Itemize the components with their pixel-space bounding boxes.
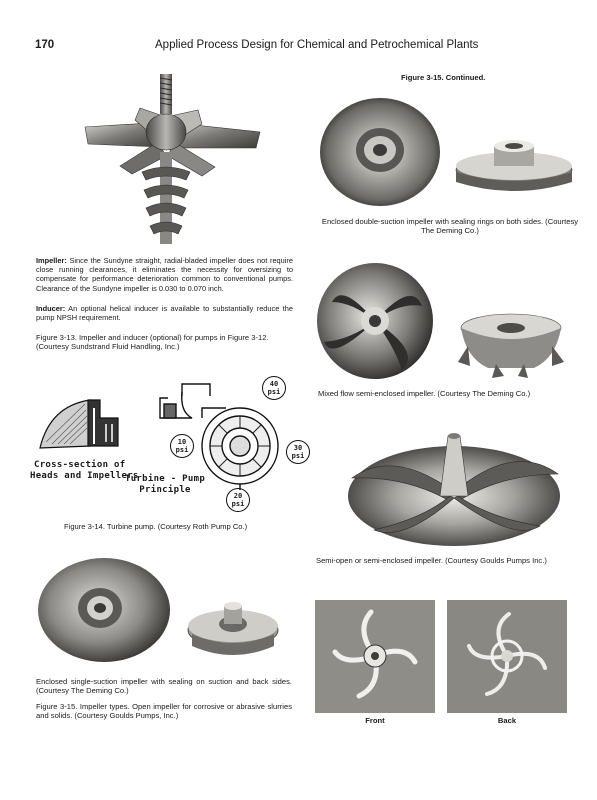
single-suction-impeller-photo <box>34 556 174 664</box>
single-suction-impeller-side-photo <box>184 598 282 670</box>
gauge-30-value: 30 <box>293 444 303 452</box>
gauge-40-unit: psi <box>267 388 281 396</box>
page-number: 170 <box>35 39 55 51</box>
turbine-pump-principle-label <box>125 474 205 496</box>
figure-3-15-caption: Figure 3-15. Impeller types. Open impeller for corrosive or abrasive slurries and solids. (Courtesy Goulds Pumps, Inc.) <box>36 702 292 721</box>
gauge-20-unit: psi <box>231 500 245 508</box>
back-label: Back <box>497 716 517 725</box>
turbine-pump-label-line2: Principle <box>139 485 191 495</box>
gauge-10-unit: psi <box>175 446 189 454</box>
gauge-10-value: 10 <box>177 438 187 446</box>
gauge-40-value: 40 <box>269 380 279 388</box>
impeller-paragraph-label: Impeller: <box>36 256 67 265</box>
double-suction-impeller-side-photo <box>452 136 576 200</box>
cross-section-label-line1: Cross-section of <box>34 460 126 470</box>
inducer-paragraph-label: Inducer: <box>36 304 66 313</box>
mixed-flow-impeller-photo <box>312 262 438 380</box>
impeller-paragraph <box>36 256 293 293</box>
inducer-paragraph-text: An optional helical inducer is available to substantially reduce the pump NPSH requirement. <box>36 304 293 323</box>
double-suction-caption: Enclosed double-suction impeller with sealing rings on both sides. (Courtesy The Deming Co.) <box>321 217 579 236</box>
gauge-10 <box>170 434 194 458</box>
double-suction-impeller-photo <box>318 96 442 208</box>
gauge-20 <box>226 488 250 512</box>
figure-3-14-caption: Figure 3-14. Turbine pump. (Courtesy Roth Pump Co.) <box>64 522 248 531</box>
enclosed-single-suction-caption: Enclosed single-suction impeller with sealing on suction and back sides. (Courtesy The Deming Co.) <box>36 677 292 696</box>
cross-section-label <box>30 460 139 482</box>
semi-open-caption: Semi-open or semi-enclosed impeller. (Courtesy Goulds Pumps Inc.) <box>316 556 547 565</box>
inducer-paragraph <box>36 304 293 322</box>
open-impeller-front-photo <box>315 600 435 713</box>
semi-open-impeller-photo <box>344 418 564 554</box>
gauge-30 <box>286 440 310 464</box>
front-label: Front <box>365 716 385 725</box>
mixed-flow-impeller-side-photo <box>448 306 574 382</box>
open-impeller-back-photo <box>447 600 567 713</box>
gauge-30-unit: psi <box>291 452 305 460</box>
sundyne-impeller-photo <box>80 72 265 250</box>
cross-section-label-line2: Heads and Impellers <box>30 471 139 481</box>
figure-3-13-caption: Figure 3-13. Impeller and inducer (optional) for pumps in Figure 3-12. (Courtesy Sundstrand Fluid Handling, Inc.) <box>36 333 269 352</box>
mixed-flow-caption: Mixed flow semi-enclosed impeller. (Courtesy The Deming Co.) <box>318 389 531 398</box>
turbine-pump-diagram <box>30 378 305 513</box>
turbine-pump-label-line1: Turbine - Pump <box>125 474 206 484</box>
running-title: Applied Process Design for Chemical and Petrochemical Plants <box>155 39 479 51</box>
gauge-40 <box>262 376 286 400</box>
impeller-paragraph-text: Since the Sundyne straight, radial-bladed impeller does not require close running clearances, it eliminates the necessity for oversizing to compensate for performance deterioration common to conventional pumps. Clearance of the Sundyne impeller is 0.030 to 0.070 inch. <box>36 256 293 293</box>
figure-3-15-continued: Figure 3-15. Continued. <box>401 73 486 82</box>
gauge-20-value: 20 <box>233 492 243 500</box>
